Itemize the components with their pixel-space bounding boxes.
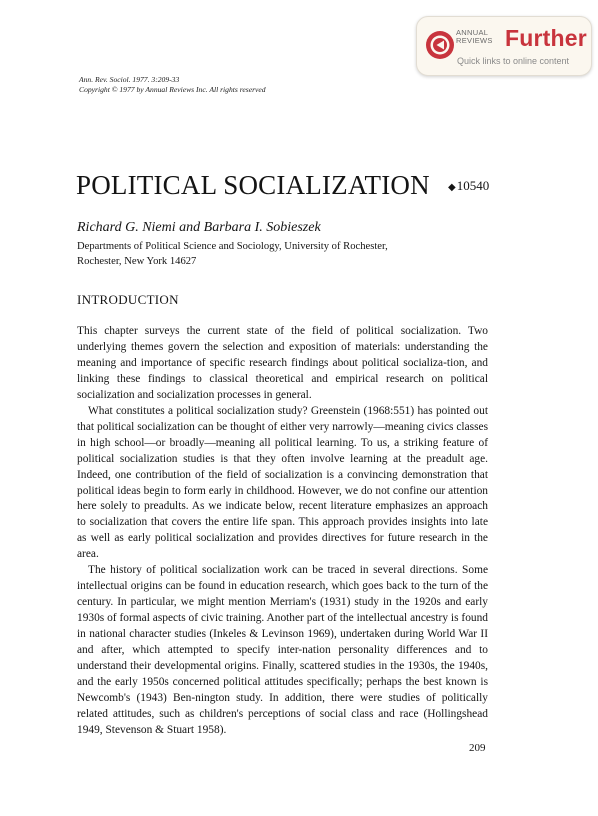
further-links-badge[interactable] [416, 16, 592, 76]
article-code-number: 10540 [456, 178, 490, 193]
affiliation-line-2: Rochester, New York 14627 [77, 255, 197, 267]
article-body [77, 324, 488, 739]
body-paragraph: This chapter surveys the current state of the field of political socialization. Two underlying themes govern the selection and exposition of materials: understanding the meaning and importance of specific research findings about political socializa-tion, and linking these findings to classical theoretical and empirical research on political socialization and socialization processes in general. [77, 325, 488, 401]
citation-line-1: Ann. Rev. Sociol. 1977. 3:209-33 [79, 75, 180, 84]
article-authors: Richard G. Niemi and Barbara I. Sobieszek [77, 220, 321, 235]
citation-line-2: Copyright © 1977 by Annual Reviews Inc. All rights reserved [79, 85, 266, 94]
affiliation-line-1: Departments of Political Science and Sociology, University of Rochester, [77, 241, 388, 252]
annual-reviews-logo-icon [425, 30, 455, 60]
further-title: Further [505, 25, 587, 51]
annual-reviews-brand: ANNUAL REVIEWS [456, 28, 493, 45]
diamond-icon: ◆ [448, 182, 456, 193]
body-paragraph: The history of political socialization work can be traced in several directions. Some intellectual origins can be found in education research, which goes back to the turn of the century. In particular, we might mention Merriam's (1931) study in the 1920s and early 1930s of formal aspects of civic training. Another part of the intellectual ancestry is found in national character studies (Inkeles & Levinson 1969), undertaken during World War II and after, which attempted to specify inter-nation personality differences and to understand their developmental origins. Finally, scattered studies in the 1930s, the 1940s, and the early 1950s concerned political attitudes specifically; perhaps the best known is Newcomb's (1943) Ben-nington study. In addition, there were studies of politically related attitudes, such as children's perceptions of social class and race (Hollingshead 1949, Stevenson & Stuart 1958). [77, 564, 488, 736]
further-subtitle: Quick links to online content [457, 56, 570, 66]
body-paragraph: What constitutes a political socialization study? Greenstein (1968:551) has pointed out that political socialization can be thought of either very narrowly—meaning civics classes in high school—or broadly—meaning all political learning. To us, a striking feature of political socialization studies is that they often involve learning at the preadult age. Indeed, one contribution of the field of socialization is a convincing demonstration that political ideas begin to form early in childhood. However, we do not confine our attention here solely to preadults. As we indicate below, recent literature emphasizes an approach to socialization that covers the entire life span. This approach provides insights into late as well as early political socialization and provides directives for future research in the area. [77, 404, 488, 561]
article-code [448, 178, 489, 194]
journal-citation [79, 75, 266, 95]
section-heading: INTRODUCTION [77, 292, 179, 307]
article-title: POLITICAL SOCIALIZATION [76, 170, 430, 200]
author-affiliation [77, 240, 388, 269]
page-number: 209 [469, 742, 486, 754]
